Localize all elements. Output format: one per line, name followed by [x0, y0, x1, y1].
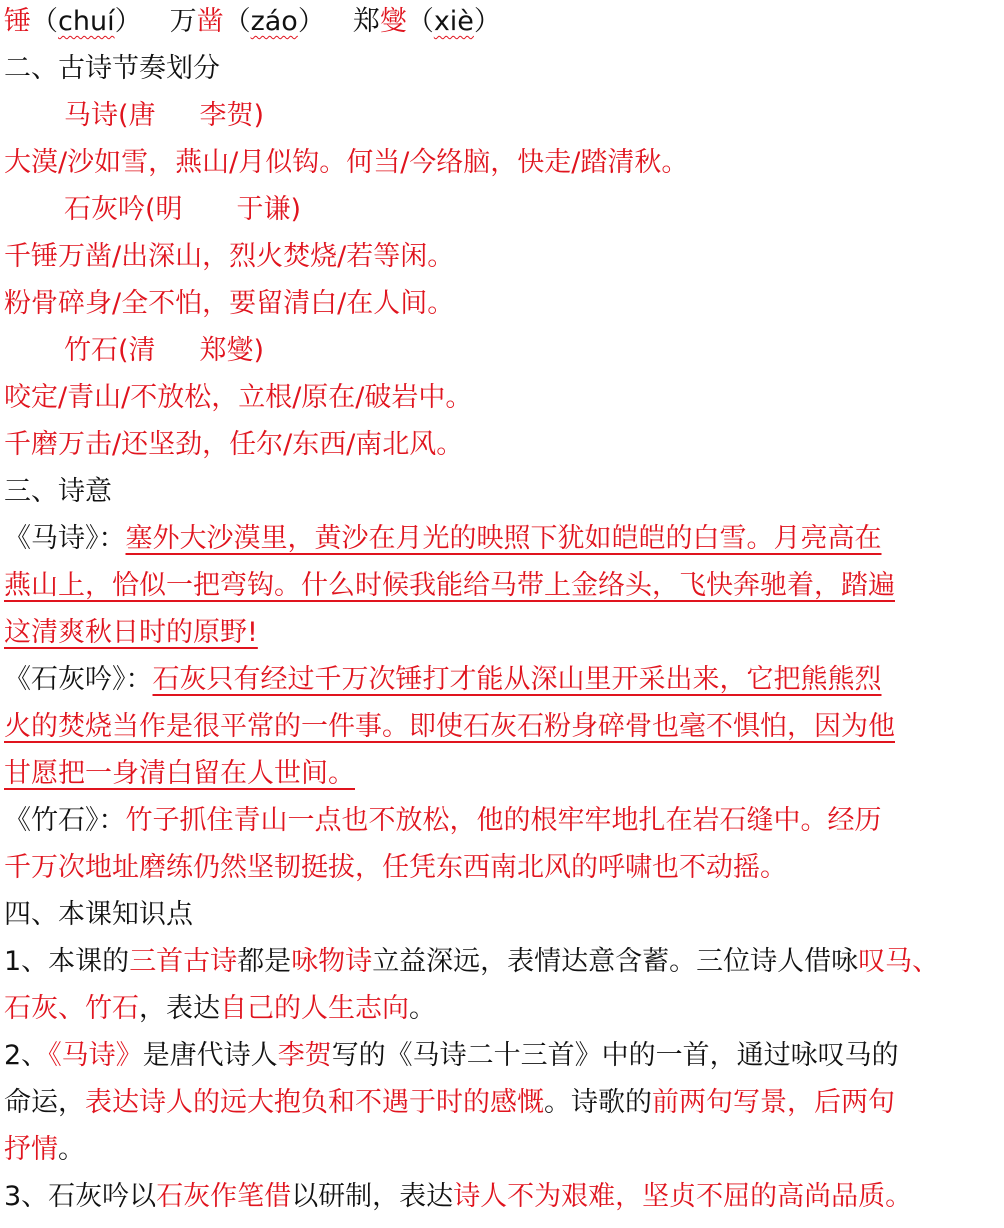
knowledge-point-1: [4, 938, 1004, 985]
highlight: 叹马、: [858, 946, 940, 977]
char-chui: 锤: [4, 6, 31, 37]
section-heading-knowledge: 四、本课知识点: [4, 899, 193, 930]
paren-close: ）: [297, 6, 325, 37]
char-wan: 万: [169, 6, 197, 37]
section-heading-rhythm: 二、古诗节奏划分: [4, 53, 220, 84]
poem-line: 千锤万凿/出深山，烈火焚烧/若等闲。: [4, 241, 455, 272]
poem-title: 马诗(唐: [64, 100, 156, 131]
pinyin-xie: xiè: [433, 6, 474, 37]
char-zheng: 郑: [352, 6, 380, 37]
paren-open: （: [31, 6, 58, 37]
meaning-text: 甘愿把一身清白留在人世间。: [4, 758, 355, 789]
meaning-text: 燕山上，恰似一把弯钩。什么时候我能给马带上金络头，飞快奔驰着，踏遍: [4, 570, 895, 601]
pinyin-zao: záo: [250, 6, 298, 37]
poem-title: 竹石(清: [64, 335, 156, 366]
paren-close: ）: [114, 6, 142, 37]
char-zao: 凿: [196, 6, 224, 37]
highlight: 三首古诗: [129, 946, 238, 977]
meaning-label: 《马诗》：: [4, 523, 126, 554]
poem-author: 于谦): [236, 194, 302, 225]
text: 。诗歌的: [544, 1087, 652, 1118]
highlight: 李贺: [277, 1040, 332, 1071]
meaning-line: [4, 656, 1004, 703]
pinyin-line: [4, 0, 1004, 45]
highlight: 石灰、竹石: [4, 993, 139, 1024]
meaning-text: 火的焚烧当作是很平常的一件事。即使石灰石粉身碎骨也毫不惧怕，因为他: [4, 711, 895, 742]
poem-title-mashi: [4, 92, 1004, 139]
meaning-line: 千万次地址磨练仍然坚韧挺拔，任凭东西南北风的呼啸也不动摇。: [4, 852, 787, 883]
highlight: 自己的人生志向: [220, 993, 409, 1024]
knowledge-point-3: [4, 1173, 1004, 1220]
meaning-line: [4, 515, 1004, 562]
knowledge-point-2-cont: [4, 1126, 1004, 1173]
meaning-text: 塞外大沙漠里，黄沙在月光的映照下犹如皑皑的白雪。月亮高在: [125, 523, 882, 554]
poem-title-zhushi: [4, 327, 1004, 374]
poem-title-shihuiyin: [4, 186, 1004, 233]
paren-close: ）: [473, 6, 501, 37]
meaning-text: 竹子抓住青山一点也不放松，他的根牢牢地扎在岩石缝中。经历: [125, 805, 882, 836]
meaning-text: 这清爽秋日时的原野!: [4, 617, 258, 648]
text: 立益深远，表情达意含蓄。三位诗人借咏: [372, 946, 859, 977]
meaning-line: [4, 562, 1004, 609]
poem-title: 石灰吟(明: [64, 194, 183, 225]
meaning-line: [4, 703, 1004, 750]
text: 都是: [237, 946, 292, 977]
poem-author: 郑燮): [199, 335, 265, 366]
text: 以研制，表达: [291, 1181, 454, 1212]
knowledge-point-1-cont: [4, 985, 1004, 1032]
knowledge-point-2-cont: [4, 1079, 1004, 1126]
paren-open: （: [223, 6, 251, 37]
poem-line: 千磨万击/还坚劲，任尔/东西/南北风。: [4, 429, 464, 460]
text: 命运，: [4, 1087, 85, 1118]
meaning-line: [4, 609, 1004, 656]
poem-author: 李贺): [199, 100, 265, 131]
highlight: 表达诗人的远大抱负和不遇于时的感慨: [85, 1087, 544, 1118]
section-heading-meaning: 三、诗意: [4, 476, 112, 507]
highlight: 咏物诗: [291, 946, 373, 977]
meaning-text: 石灰只有经过千万次锤打才能从深山里开采出来，它把熊熊烈: [152, 664, 882, 695]
highlight: 诗人不为艰难，坚贞不屈的高尚品质。: [453, 1181, 913, 1212]
meaning-line: [4, 750, 1004, 797]
text: 是唐代诗人: [142, 1040, 278, 1071]
meaning-label: 《竹石》：: [4, 805, 126, 836]
paren-open: （: [406, 6, 434, 37]
char-xie: 燮: [379, 6, 407, 37]
highlight: 抒情: [4, 1134, 58, 1165]
meaning-label: 《石灰吟》：: [4, 664, 153, 695]
text: 2、: [4, 1040, 49, 1071]
pinyin-chui: chuí: [58, 6, 115, 37]
text: 。: [409, 993, 436, 1024]
text: 1、本课的: [4, 946, 130, 977]
poem-line: 咬定/青山/不放松，立根/原在/破岩中。: [4, 382, 473, 413]
text: 3、石灰吟以: [4, 1181, 157, 1212]
highlight: 前两句写景，后两句: [652, 1087, 895, 1118]
text: ，表达: [139, 993, 220, 1024]
text: 。: [58, 1134, 85, 1165]
knowledge-point-2: [4, 1032, 1004, 1079]
meaning-line: [4, 797, 1004, 844]
poem-line: 大漠/沙如雪，燕山/月似钩。何当/今络脑，快走/踏清秋。: [4, 147, 689, 178]
highlight: 《马诗》: [48, 1040, 143, 1071]
highlight: 石灰作笔借: [156, 1181, 292, 1212]
poem-line: 粉骨碎身/全不怕，要留清白/在人间。: [4, 288, 455, 319]
text: 写的《马诗二十三首》中的一首，通过咏叹马的: [331, 1040, 899, 1071]
